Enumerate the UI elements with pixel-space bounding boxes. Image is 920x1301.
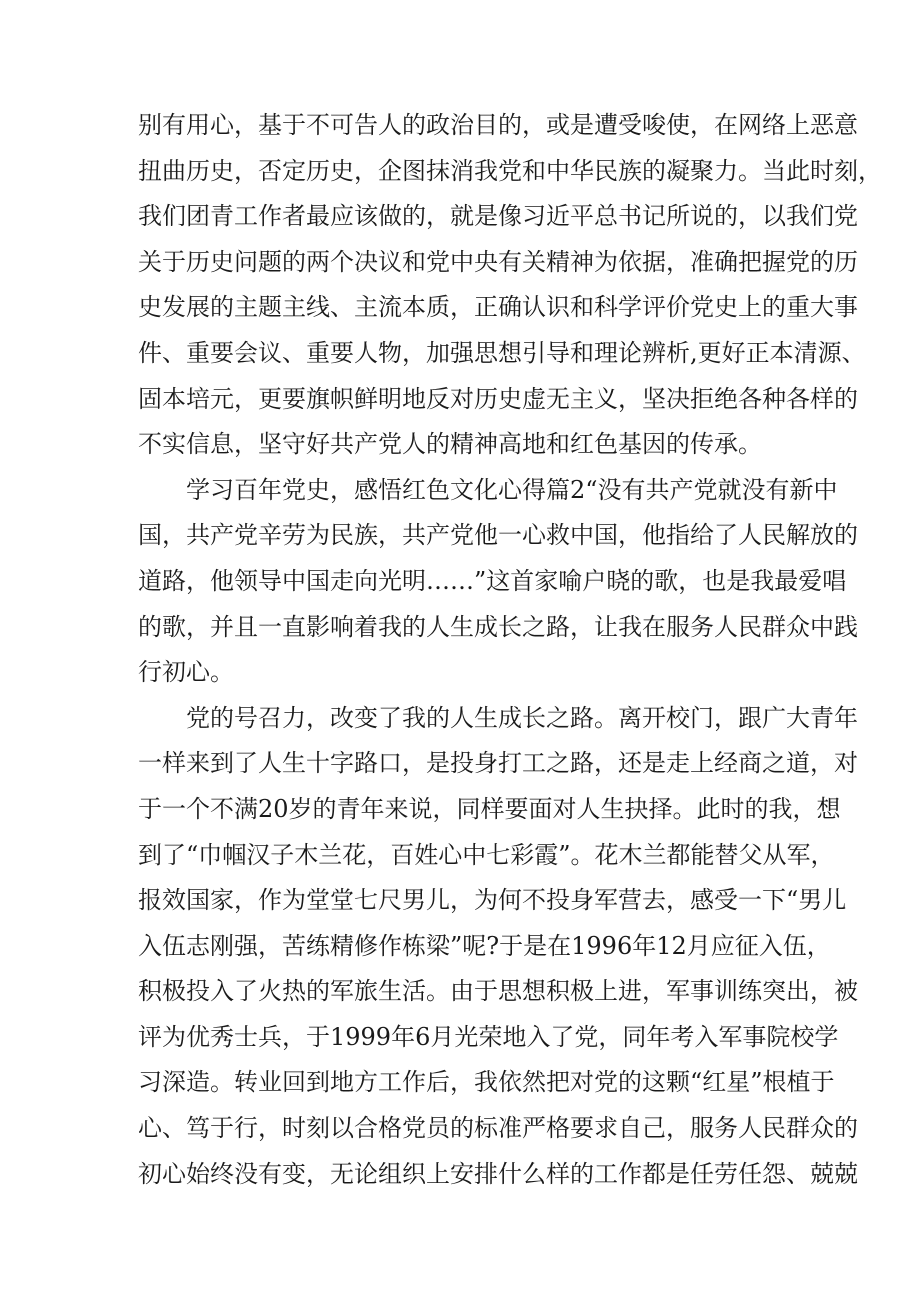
text-line: 道路，他领导中国走向光明……”这首家喻户晓的歌，也是我最爱唱 bbox=[138, 566, 847, 595]
text-line: 报效国家，作为堂堂七尺男儿，为何不投身军营去，感受一下“男儿 bbox=[138, 886, 847, 915]
document-body bbox=[138, 103, 882, 1197]
text-line: 于一个不满20岁的青年来说，同样要面对人生抉择。此时的我，想 bbox=[138, 794, 841, 823]
text-line: 一样来到了人生十字路口，是投身打工之路，还是走上经商之道，对 bbox=[138, 749, 858, 778]
text-line: 史发展的主题主线、主流本质，正确认识和科学评价党史上的重大事 bbox=[138, 293, 858, 322]
text-line: 我们团青工作者最应该做的，就是像习近平总书记所说的，以我们党 bbox=[138, 202, 858, 231]
text-line: 关于历史问题的两个决议和党中央有关精神为依据，准确把握党的历 bbox=[138, 247, 858, 276]
text-line: 扭曲历史，否定历史，企图抹消我党和中华民族的凝聚力。当此时刻， bbox=[138, 156, 882, 185]
text-line: 心、笃于行，时刻以合格党员的标准严格要求自己，服务人民群众的 bbox=[138, 1114, 858, 1143]
text-line: 入伍志刚强，苦练精修作栋梁”呢?于是在1996年12月应征入伍， bbox=[138, 931, 831, 960]
text-line: 不实信息，坚守好共产党人的精神高地和红色基因的传承。 bbox=[138, 430, 762, 459]
text-line: 党的号召力，改变了我的人生成长之路。离开校门，跟广大青年 bbox=[186, 703, 858, 732]
text-line: 习深造。转业回到地方工作后，我依然把对党的这颗“红星”根植于 bbox=[138, 1068, 835, 1097]
text-line: 国，共产党辛劳为民族，共产党他一心救中国，他指给了人民解放的 bbox=[138, 521, 858, 550]
text-line: 件、重要会议、重要人物，加强思想引导和理论辨析,更好正本清源、 bbox=[138, 338, 866, 367]
text-line: 别有用心，基于不可告人的政治目的，或是遭受唆使，在网络上恶意 bbox=[138, 111, 858, 139]
text-line: 行初心。 bbox=[138, 658, 234, 687]
text-line: 的歌，并且一直影响着我的人生成长之路，让我在服务人民群众中践 bbox=[138, 612, 858, 641]
text-line: 固本培元，更要旗帜鲜明地反对历史虚无主义，坚决拒绝各种各样的 bbox=[138, 384, 858, 413]
text-line: 学习百年党史，感悟红色文化心得篇2“没有共产党就没有新中 bbox=[186, 475, 838, 504]
text-line: 积极投入了火热的军旅生活。由于思想积极上进，军事训练突出，被 bbox=[138, 977, 858, 1006]
text-line: 初心始终没有变，无论组织上安排什么样的工作都是任劳任怨、兢兢 bbox=[138, 1159, 858, 1188]
text-line: 评为优秀士兵，于1999年6月光荣地入了党，同年考入军事院校学 bbox=[138, 1022, 839, 1051]
text-line: 到了“巾帼汉子木兰花，百姓心中七彩霞”。花木兰都能替父从军， bbox=[138, 840, 835, 869]
